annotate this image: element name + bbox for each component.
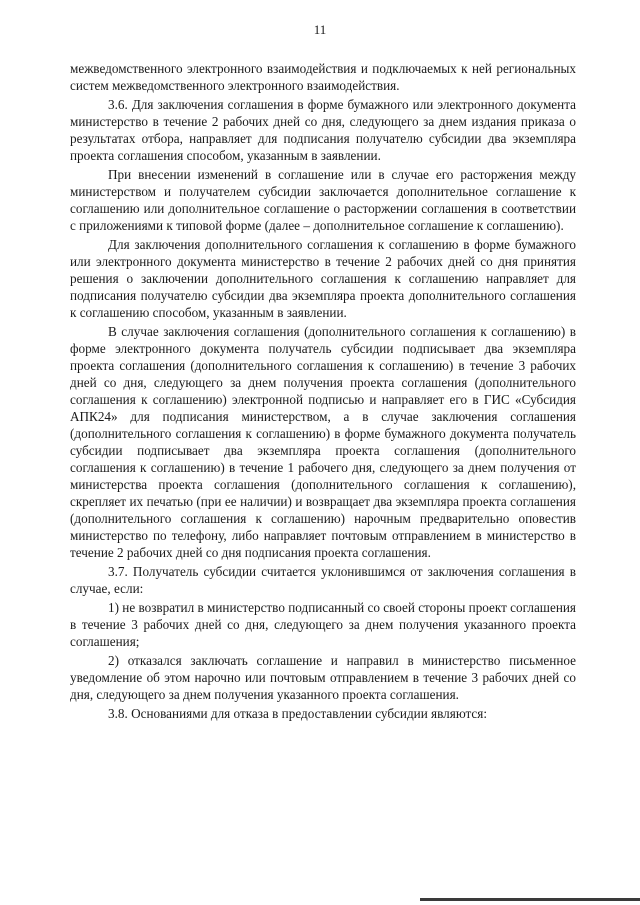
scan-edge-line: [420, 898, 640, 901]
paragraph-3-7: 3.7. Получатель субсидии считается уклонившимся от заключения соглашения в случае, если:: [70, 564, 576, 596]
paragraph-3-8: 3.8. Основаниями для отказа в предоставлении субсидии являются:: [108, 706, 488, 721]
list-item-1: 1) не возвратил в министерство подписанный со своей стороны проект соглашения в течение 3 рабочих дней со дня, следующего за днем получения указанного проекта соглашения;: [70, 600, 576, 649]
paragraph-continuation: межведомственного электронного взаимодействия и подключаемых к ней региональных систем межведомственного электронного взаимодействия.: [70, 61, 576, 93]
document-body: [70, 60, 576, 724]
paragraph-amendments: При внесении изменений в соглашение или в случае его расторжения между министерством и получателем субсидии заключается дополнительное соглашение к соглашению или дополнительное соглашение о расторжении соглашения в соответствии с приложениями к типовой форме (далее – дополнительное соглашение к соглашению).: [70, 167, 576, 233]
page-number: 11: [313, 22, 327, 37]
paragraph-additional-agreement: Для заключения дополнительного соглашения к соглашению в форме бумажного или электронного документа министерство в течение 2 рабочих дней со дня принятия решения о заключении дополнительного соглашения к соглашению направляет для подписания получателю субсидии два экземпляра проекта дополнительного соглашения к соглашению способом, указанным в заявлении.: [70, 237, 576, 320]
list-item-2: 2) отказался заключать соглашение и направил в министерство письменное уведомление об этом нарочно или почтовым отправлением в течение 3 рабочих дней со дня, следующего за днем получения указанного проекта соглашения.: [70, 653, 576, 702]
paragraph-3-6: 3.6. Для заключения соглашения в форме бумажного или электронного документа министерство в течение 2 рабочих дней со дня, следующего за днем издания приказа о результатах отбора, направляет для подписания получателю субсидии два экземпляра проекта соглашения способом, указанным в заявлении.: [70, 97, 576, 163]
paragraph-electronic-signing: В случае заключения соглашения (дополнительного соглашения к соглашению) в форме электронного документа получатель субсидии подписывает два экземпляра проекта соглашения (дополнительного соглашения к соглашению) в течение 3 рабочих дней со дня, следующего за днем получения проекта соглашения (дополнительного соглашения к соглашению) электронной подписью и направляет его в ГИС «Субсидия АПК24» для подписания министерством, а в случае заключения соглашения (дополнительного соглашения к соглашению) в форме бумажного документа получатель субсидии подписывает два экземпляра проекта соглашения (дополнительного соглашения к соглашению) в течение 1 рабочего дня, следующего за днем получения от министерства проекта соглашения (дополнительного соглашения к соглашению), скрепляет их печатью (при ее наличии) и возвращает два экземпляра проекта соглашения (дополнительного соглашения к соглашению) нарочным предварительно оповестив министерство по телефону, либо направляет почтовым отправлением в министерство в течение 2 рабочих дней со дня подписания проекта соглашения.: [70, 324, 576, 560]
